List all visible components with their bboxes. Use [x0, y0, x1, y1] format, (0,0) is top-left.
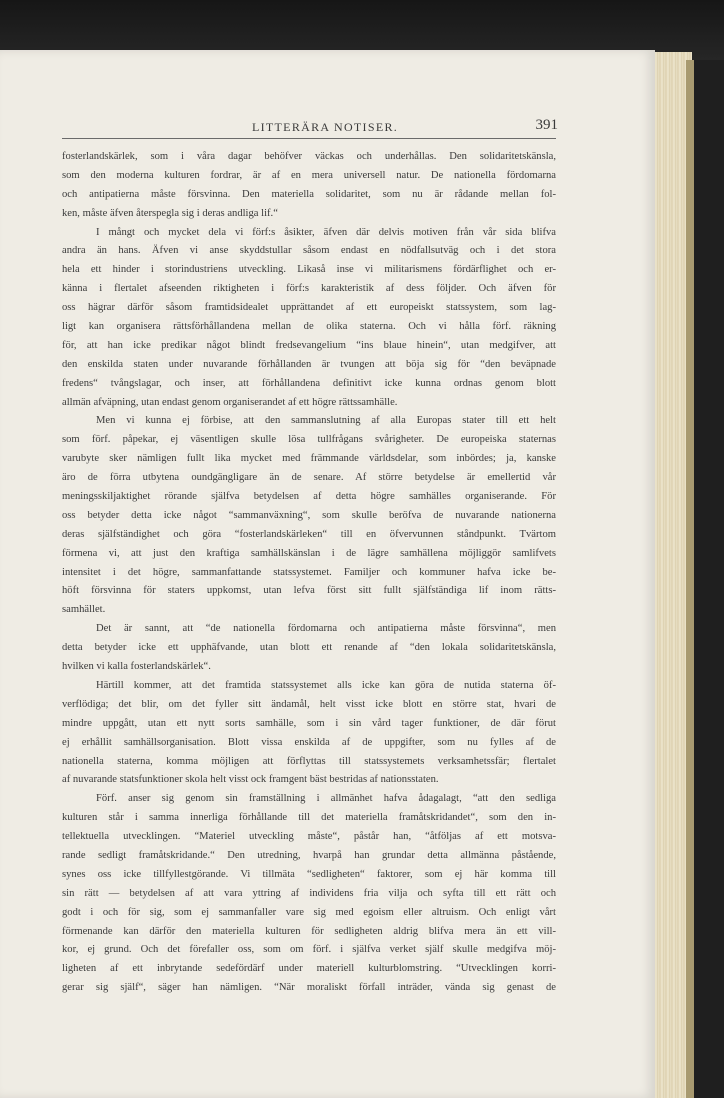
- text-line: och antipatierna måste försvinna. Den materiella solidaritet, som nu är rådande mellan fol-: [62, 188, 556, 200]
- text-line: förmena vi, att just den kraftiga samhällskänslan i de lägre samhällena möjliggör samlifvets: [62, 547, 556, 559]
- text-line: ej erhållit samhällsorganisation. Blott vissa enskilda af de uppgifter, som nu fylles af de: [62, 736, 556, 748]
- text-line: förmenande kan därför den materiella kulturen för sedligheten aldrig blifva mera än ett vill-: [62, 925, 556, 937]
- text-line: känna i flertalet afseenden riktigheten i förf:s karakteristik af dess följder. Och äfven för: [62, 283, 556, 295]
- page-header: [62, 117, 556, 137]
- text-line: hvilken vi kalla fosterlandskärlek“.: [62, 661, 211, 673]
- page-number: 391: [535, 117, 558, 133]
- text-line: gerar sig själf“, säger han nämligen. “När moraliskt förfall inträder, vända sig genast de: [62, 982, 556, 994]
- header-rule: [62, 138, 556, 139]
- text-line: verflödiga; det blir, om det fyller sitt ändamål, helt visst icke blott en större stat, hvari de: [62, 698, 556, 710]
- text-line: detta betyder icke ett upphäfvande, utan blott ett renande af “den lokala solidaritetskänsla,: [62, 642, 556, 654]
- text-line: af nuvarande statsfunktioner skola helt visst ock framgent bäst bestridas af nationsstaten.: [62, 774, 439, 786]
- text-line: ligheten af ett inbrytande sedefördärf under materiell kulturblomstring. “Utvecklingen korri-: [62, 963, 556, 975]
- text-line: andra än hans. Äfven vi anse skyddstullar såsom endast en nödfallsutväg och i det stora: [62, 245, 556, 257]
- text-line: meningsskiljaktighet rörande själfva betydelsen af detta högre samhälles organiserande. För: [62, 491, 556, 503]
- text-line: I mångt och mycket dela vi förf:s åsikter, äfven där delvis motiven från vår sida blifva: [96, 226, 556, 238]
- text-line: oss hägrar därför såsom framtidsidealet upprättandet af ett europeiskt statssystem, som lag-: [62, 302, 556, 314]
- text-line: Förf. anser sig genom sin framställning i allmänhet hafva ådagalagt, “att den sedliga: [96, 793, 556, 805]
- text-line: ligt kan organisera rättsförhållandena mellan de olika staterna. Och vi hålla förf. räkning: [62, 321, 556, 333]
- text-line: Härtill kommer, att det framtida statssystemet alls icke kan göra de nutida staterna öf-: [96, 679, 556, 691]
- page-edge-shadow: [686, 60, 694, 1098]
- text-line: godt i och för sig, som ej sammanfaller vare sig med egoism eller altruism. Och enligt vårt: [62, 906, 556, 918]
- text-line: den enskilda staten under nuvarande förhållanden är tvungen att böja sig för “den beväpnade: [62, 358, 556, 370]
- text-line: för, att han icke predikar något blindt fredsevangelium “ins blaue hinein“, utan medgifver, att: [62, 339, 556, 351]
- text-line: nationella staterna, komma möjligen att förflyttas till statssystemets verksamhetssfär; flertalet: [62, 755, 556, 767]
- text-line: Men vi kunna ej förbise, att den sammanslutning af alla Europas stater till ett helt: [96, 415, 556, 427]
- text-line: synes oss icke tillfyllestgörande. Vi tillmäta “sedligheten“ faktorer, som ej här komma till: [62, 868, 556, 880]
- text-line: oss betyder detta icke något “sammanväxning“, som skulle beröfva de nuvarande nationerna: [62, 509, 556, 521]
- body-text: [62, 148, 556, 998]
- text-line: Det är sannt, att “de nationella fördomarna och antipatierna måste försvinna“, men: [96, 623, 556, 635]
- text-line: kor, ej grund. Och det förefaller oss, som om förf. i själfva verket själf skulle medgifva möj-: [62, 944, 556, 956]
- running-title: LITTERÄRA NOTISER.: [252, 120, 399, 134]
- text-line: rande sedligt framåtskridande.“ Den utredning, hvarpå han grundar detta allmänna påstående,: [62, 849, 556, 861]
- text-line: mindre uppgått, utan ett nytt sorts samhälle, som i sin vård tager funktioner, de där förut: [62, 717, 556, 729]
- text-line: hela ett hinder i storindustriens utveckling. Likaså inse vi militarismens fördärflighet och er-: [62, 264, 556, 276]
- text-line: som förf. påpekar, ej väsentligen skulle lösa tullfrågans svårigheter. De europeiska staternas: [62, 434, 556, 446]
- text-line: som den moderna kulturen fordrar, är af en mera universell natur. De nationella fördomarna: [62, 169, 556, 181]
- text-line: höft försvinna för staters uppkomst, utan lefva först sitt fullt själfständiga lif inom rätts-: [62, 585, 556, 597]
- text-line: kulturen står i samma innerliga förhållande till det materiella framåtskridandet“, som den in-: [62, 812, 556, 824]
- text-line: allmän afväpning, utan endast genom organiserandet af ett högre rättssamhälle.: [62, 396, 398, 408]
- text-line: deras själfständighet och göra “fosterlandskärleken“ till en öfvervunnen ståndpunkt. Tvärtom: [62, 528, 556, 540]
- text-line: tellektuella utvecklingen. “Materiel utveckling måste“, påstår han, “åtföljas af ett motsva-: [62, 831, 556, 843]
- text-line: fredens“ tvångslagar, och inser, att förhållandena definitivt icke kunna ordnas genom blott: [62, 377, 556, 389]
- text-line: samhället.: [62, 604, 106, 616]
- text-line: ken, måste äfven återspegla sig i deras andliga lif.“: [62, 207, 278, 219]
- text-line: sin rätt — betydelsen af att vara yttring af individens fria vilja och syfta till ett rätt och: [62, 887, 556, 899]
- text-line: varubyte sker nämligen fullt lika mycket med främmande världsdelar, som inbördes; ja, kanske: [62, 453, 556, 465]
- text-line: fosterlandskärlek, som i våra dagar behöfver väckas och underhållas. Den solidaritetskänsla,: [62, 151, 556, 162]
- text-line: äro de förra utbytena oundgängligare än de senare. Af större betydelse är emellertid vår: [62, 472, 556, 484]
- text-line: intensitet i det högre, sammanfattande statssystemet. Familjer och kommuner hafva icke be-: [62, 566, 556, 578]
